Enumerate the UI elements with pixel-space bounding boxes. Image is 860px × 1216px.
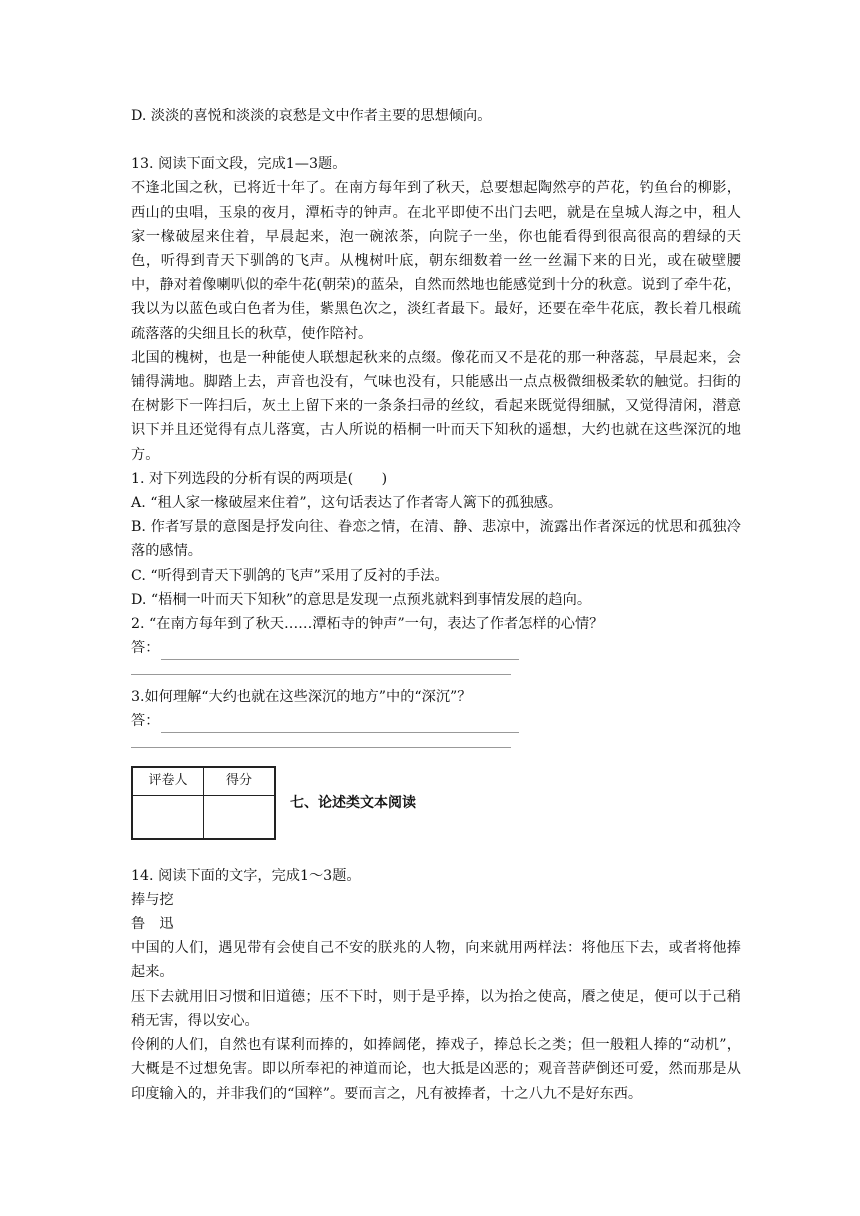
option-d: D. 淡淡的喜悦和淡淡的哀愁是文中作者主要的思想倾向。 [131, 108, 492, 124]
answer-line[interactable] [131, 660, 511, 675]
grader-header: 评卷人 [132, 767, 204, 795]
answer-label: 答： [131, 713, 160, 730]
question-14-heading: 14. 阅读下面的文字，完成1～3题。 [131, 867, 361, 884]
essay-author: 鲁 迅 [131, 916, 174, 933]
q13-option-b: B. 作者写景的意图是抒发向往、眷恋之情，在清、静、悲凉中，流露出作者深远的忧思和孤独冷落的感情。 [131, 519, 741, 560]
q13-paragraph-1: 不逢北国之秋，已将近十年了。在南方每年到了秋天，总要想起陶然亭的芦花，钓鱼台的柳影，西山的虫唱，玉泉的夜月，潭柘寺的钟声。在北平即使不出门去吧，就是在皇城人海之中，租人家一椽破屋来住着，早晨起来，泡一碗浓茶，向院子一坐，你也能看得到很高很高的碧绿的天色，听得到青天下驯鸽的飞声。从槐树叶底，朝东细数着一丝一丝漏下来的日光，或在破壁腰中，静对着像喇叭似的牵牛花(朝荣)的蓝朵，自然而然地也能感觉到十分的秋意。说到了牵牛花，我以为以蓝色或白色者为佳，紫黑色次之，淡红者最下。最好，还要在牵牛花底，教长着几根疏疏落落的尖细且长的秋草，使作陪衬。 [131, 180, 741, 342]
score-section [131, 766, 741, 839]
score-table [131, 766, 276, 839]
q13-sub-1: 1. 对下列选段的分析有误的两项是( ) [131, 470, 388, 487]
answer-label: 答： [131, 640, 160, 657]
answer-line[interactable] [161, 716, 519, 733]
grader-cell[interactable] [132, 795, 204, 839]
spacer [131, 128, 741, 152]
q14-paragraph-1: 中国的人们，遇见带有会使自己不安的朕兆的人物，向来就用两样法：将他压下去，或者将他捧起来。 [131, 940, 741, 981]
essay-title: 捧与挖 [131, 891, 174, 908]
q13-option-d: D. “梧桐一叶而天下知秋”的意思是发现一点预兆就料到事情发展的趋向。 [131, 591, 592, 608]
q13-paragraph-2: 北国的槐树，也是一种能使人联想起秋来的点缀。像花而又不是花的那一种落蕊，早晨起来，会铺得满地。脚踏上去，声音也没有，气味也没有，只能感出一点点极微细极柔软的触觉。扫街的在树影下一阵扫后，灰土上留下来的一条条扫帚的丝纹，看起来既觉得细腻，又觉得清闲，潜意识下并且还觉得有点儿落寞，古人所说的梧桐一叶而天下知秋的遥想，大约也就在这些深沉的地方。 [131, 349, 741, 463]
q13-sub-3: 3.如何理解“大约也就在这些深沉的地方”中的“深沉”？ [131, 689, 472, 706]
q14-paragraph-2: 压下去就用旧习惯和旧道德；压不下时，则于是乎捧，以为抬之使高，餍之使足，便可以于己稍稍无害，得以安心。 [131, 988, 741, 1029]
answer-line[interactable] [161, 643, 519, 660]
q13-option-a: A. “租人家一椽破屋来住着”，这句话表达了作者寄人篱下的孤独感。 [131, 495, 563, 512]
section-title: 七、论述类文本阅读 [290, 794, 416, 811]
q13-sub-2: 2. “在南方每年到了秋天……潭柘寺的钟声”一句，表达了作者怎样的心情？ [131, 616, 604, 633]
score-cell[interactable] [204, 795, 276, 839]
score-header: 得分 [204, 767, 276, 795]
question-13-heading: 13. 阅读下面文段，完成1—3题。 [131, 156, 347, 173]
answer-row [131, 709, 741, 733]
q13-option-c: C. “听得到青天下驯鸽的飞声”采用了反衬的手法。 [131, 567, 449, 584]
q14-paragraph-3: 伶俐的人们，自然也有谋利而捧的，如捧阔佬，捧戏子，捧总长之类；但一般粗人捧的“动机”，大概是不过想免害。即以所奉祀的神道而论，也大抵是凶恶的；观音菩萨倒还可爱，然而那是从印度输入的，并非我们的“国粹”。要而言之，凡有被捧者，十之八九不是好东西。 [131, 1037, 741, 1102]
document-page [131, 104, 741, 1106]
answer-row [131, 636, 741, 660]
answer-line[interactable] [131, 733, 511, 748]
